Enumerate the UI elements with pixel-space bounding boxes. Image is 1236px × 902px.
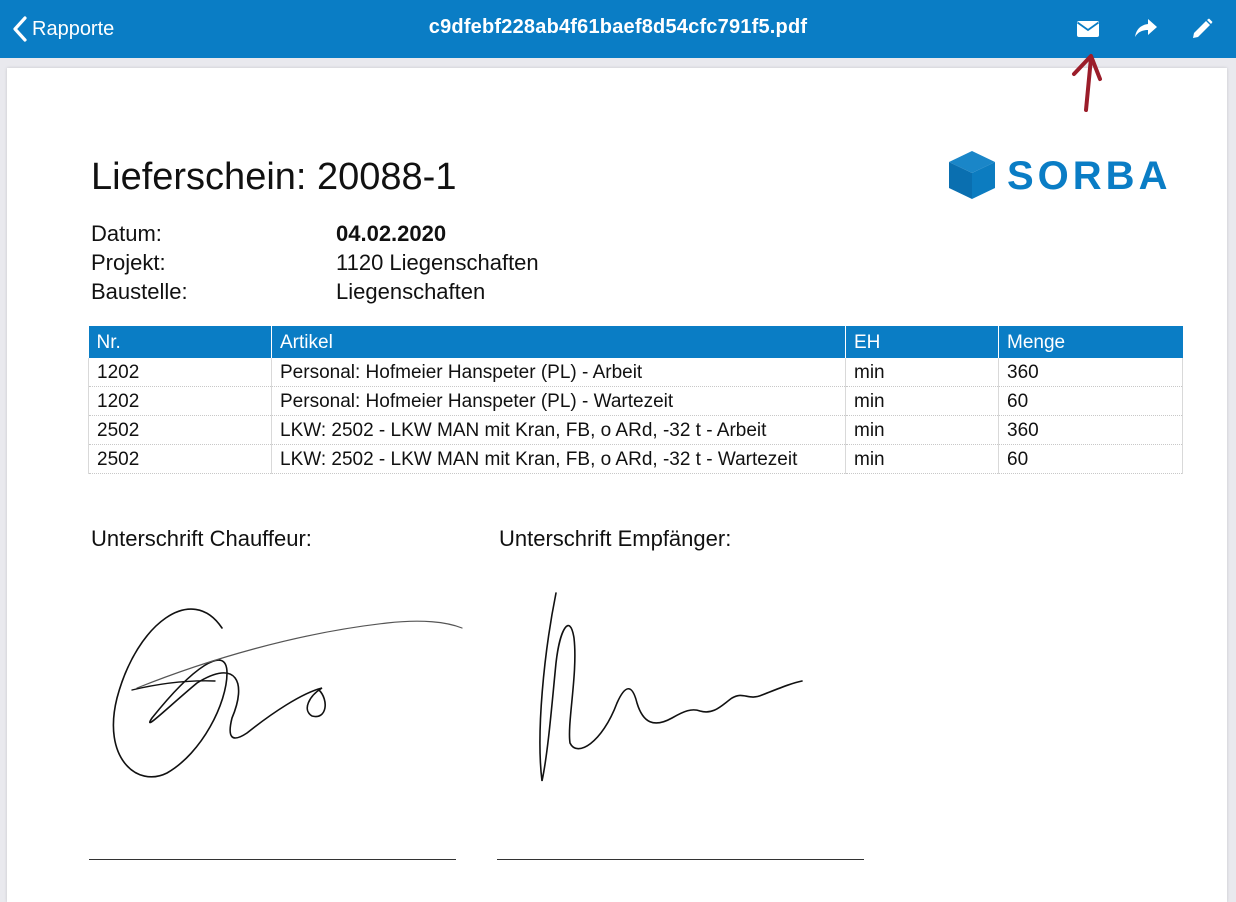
signature-line-driver [89, 859, 456, 860]
table-row [89, 358, 1183, 387]
share-icon [1133, 18, 1159, 40]
cell-nr: 1202 [89, 358, 272, 387]
signature-driver [97, 588, 477, 788]
arrow-annotation-icon [1064, 52, 1108, 116]
signature-line-recipient [497, 859, 864, 860]
items-table [88, 326, 1183, 474]
signature-label-driver: Unterschrift Chauffeur: [91, 526, 312, 551]
cell-menge: 360 [999, 358, 1183, 387]
back-button[interactable] [12, 14, 114, 44]
file-title: c9dfebf228ab4f61baef8d54cfc791f5.pdf [428, 16, 808, 38]
cell-menge: 60 [999, 445, 1183, 474]
table-header-row [89, 326, 1183, 358]
cell-eh: min [846, 445, 999, 474]
meta-value-date: 04.02.2020 [336, 221, 447, 246]
meta-key: Projekt: [91, 250, 166, 275]
meta-row-site [91, 277, 539, 306]
cell-artikel: LKW: 2502 - LKW MAN mit Kran, FB, o ARd, -32 t - Wartezeit [272, 445, 846, 474]
cell-artikel: Personal: Hofmeier Hanspeter (PL) - Arbeit [272, 358, 846, 387]
pencil-icon [1191, 18, 1213, 40]
meta-row-date [91, 219, 539, 248]
cell-artikel: LKW: 2502 - LKW MAN mit Kran, FB, o ARd, -32 t - Arbeit [272, 416, 846, 445]
table-row [89, 445, 1183, 474]
cell-menge: 60 [999, 387, 1183, 416]
cell-eh: min [846, 358, 999, 387]
column-header-eh: EH [846, 326, 999, 358]
svg-text:SORBA: SORBA [1007, 154, 1172, 198]
share-button[interactable] [1131, 15, 1161, 43]
cell-nr: 1202 [89, 387, 272, 416]
signature-recipient [522, 583, 822, 793]
meta-value-site: Liegenschaften [336, 279, 486, 304]
meta-value-project: 1120 Liegenschaften [336, 250, 539, 275]
sorba-logo [947, 150, 1187, 205]
cell-menge: 360 [999, 416, 1183, 445]
cell-nr: 2502 [89, 445, 272, 474]
cell-artikel: Personal: Hofmeier Hanspeter (PL) - Wartezeit [272, 387, 846, 416]
cell-eh: min [846, 416, 999, 445]
document-title: Lieferschein: 20088-1 [91, 156, 457, 198]
cube-icon [949, 151, 995, 199]
signature-label-recipient: Unterschrift Empfänger: [499, 526, 732, 551]
back-button-label: Rapporte [32, 17, 115, 40]
table-row [89, 416, 1183, 445]
document-meta [91, 219, 539, 306]
mail-button[interactable] [1073, 15, 1103, 43]
column-header-artikel: Artikel [272, 326, 846, 358]
meta-key: Baustelle: [91, 279, 188, 304]
cell-eh: min [846, 387, 999, 416]
envelope-icon [1076, 20, 1100, 38]
cell-nr: 2502 [89, 416, 272, 445]
meta-key: Datum: [91, 221, 162, 246]
edit-button[interactable] [1187, 15, 1217, 43]
pdf-page [7, 68, 1227, 902]
column-header-nr: Nr. [89, 326, 272, 358]
chevron-left-icon [12, 16, 28, 42]
column-header-menge: Menge [999, 326, 1183, 358]
table-row [89, 387, 1183, 416]
navigation-bar [0, 0, 1236, 58]
meta-row-project [91, 248, 539, 277]
